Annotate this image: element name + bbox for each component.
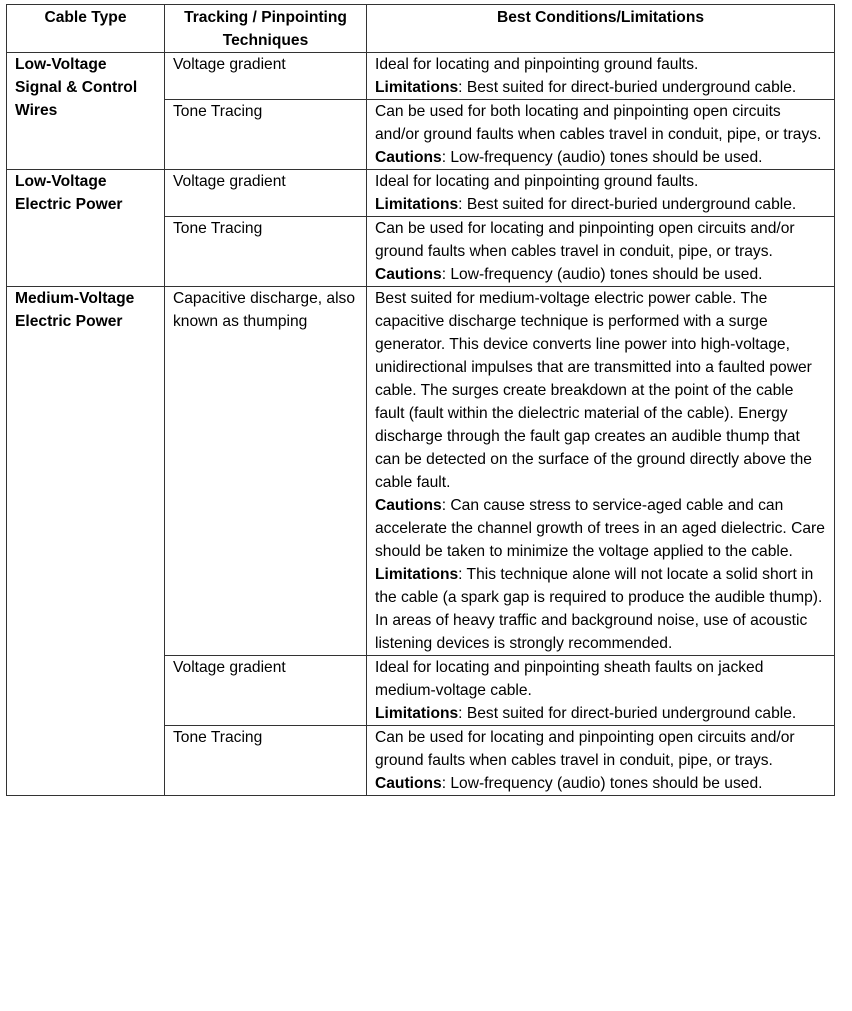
conditions-label: Limitations: [375, 196, 459, 213]
conditions-label: Limitations: [375, 566, 459, 583]
conditions-paragraph: [375, 146, 826, 169]
conditions-cell: [367, 53, 835, 100]
cable-type-cell: Low-Voltage Electric Power: [7, 170, 165, 287]
table-row: [7, 53, 835, 100]
fault-location-table: [6, 4, 835, 796]
technique-cell: Tone Tracing: [165, 726, 367, 796]
header-conditions: Best Conditions/Limitations: [367, 5, 835, 53]
conditions-paragraph: [375, 772, 826, 795]
conditions-paragraph: [375, 217, 826, 263]
conditions-paragraph: [375, 726, 826, 772]
conditions-text: : Low-frequency (audio) tones should be used.: [441, 266, 763, 283]
conditions-text: Can be used for locating and pinpointing open circuits and/or ground faults when cables travel in conduit, pipe, or trays.: [375, 729, 795, 769]
header-technique: Tracking / Pinpointing Techniques: [165, 5, 367, 53]
technique-cell: Voltage gradient: [165, 656, 367, 726]
cable-type-cell: Medium-Voltage Electric Power: [7, 287, 165, 796]
conditions-text: : Can cause stress to service-aged cable and can accelerate the channel growth of trees in an aged dielectric. Care should be taken to minimize the voltage applied to the cable.: [375, 497, 825, 560]
technique-cell: Tone Tracing: [165, 217, 367, 287]
header-cable-type: Cable Type: [7, 5, 165, 53]
conditions-paragraph: [375, 193, 826, 216]
conditions-paragraph: [375, 702, 826, 725]
conditions-label: Cautions: [375, 266, 442, 283]
conditions-text: : This technique alone will not locate a solid short in the cable (a spark gap is required to produce the audible thump). In areas of heavy traffic and background noise, use of acoustic listening devices is strongly recommended.: [375, 566, 823, 652]
conditions-cell: [367, 100, 835, 170]
conditions-text: : Best suited for direct-buried underground cable.: [458, 705, 797, 722]
conditions-cell: [367, 726, 835, 796]
conditions-paragraph: [375, 563, 826, 655]
technique-cell: Voltage gradient: [165, 170, 367, 217]
header-row: [7, 5, 835, 53]
conditions-paragraph: [375, 494, 826, 563]
conditions-label: Cautions: [375, 149, 442, 166]
conditions-text: Ideal for locating and pinpointing sheath faults on jacked medium-voltage cable.: [375, 659, 764, 699]
conditions-text: : Best suited for direct-buried underground cable.: [458, 196, 797, 213]
table-row: [7, 170, 835, 217]
conditions-cell: [367, 170, 835, 217]
conditions-text: Ideal for locating and pinpointing ground faults.: [375, 173, 699, 190]
conditions-label: Cautions: [375, 775, 442, 792]
conditions-text: Can be used for locating and pinpointing open circuits and/or ground faults when cables travel in conduit, pipe, or trays.: [375, 220, 795, 260]
table-row: [7, 287, 835, 656]
conditions-label: Limitations: [375, 79, 459, 96]
conditions-paragraph: [375, 53, 826, 76]
conditions-cell: [367, 656, 835, 726]
conditions-cell: [367, 217, 835, 287]
cable-type-cell: Low-Voltage Signal & Control Wires: [7, 53, 165, 170]
conditions-text: Can be used for both locating and pinpointing open circuits and/or ground faults when cables travel in conduit, pipe, or trays.: [375, 103, 822, 143]
conditions-text: : Low-frequency (audio) tones should be used.: [441, 775, 763, 792]
table-body: [7, 53, 835, 796]
conditions-paragraph: [375, 170, 826, 193]
conditions-paragraph: [375, 263, 826, 286]
conditions-paragraph: [375, 100, 826, 146]
conditions-paragraph: [375, 76, 826, 99]
technique-cell: Tone Tracing: [165, 100, 367, 170]
conditions-paragraph: [375, 287, 826, 494]
conditions-text: Ideal for locating and pinpointing ground faults.: [375, 56, 699, 73]
conditions-paragraph: [375, 656, 826, 702]
conditions-text: : Best suited for direct-buried underground cable.: [458, 79, 797, 96]
conditions-label: Cautions: [375, 497, 442, 514]
conditions-label: Limitations: [375, 705, 459, 722]
technique-cell: Capacitive discharge, also known as thumping: [165, 287, 367, 656]
technique-cell: Voltage gradient: [165, 53, 367, 100]
conditions-text: : Low-frequency (audio) tones should be used.: [441, 149, 763, 166]
conditions-cell: [367, 287, 835, 656]
conditions-text: Best suited for medium-voltage electric power cable. The capacitive discharge technique is performed with a surge generator. This device converts line power into high-voltage, unidirectional impulses that are transmitted into a faulted power cable. The surges create breakdown at the point of the cable fault (fault within the dielectric material of the cable). Energy discharge through the fault gap creates an audible thump that can be detected on the surface of the ground directly above the cable fault.: [375, 290, 812, 491]
